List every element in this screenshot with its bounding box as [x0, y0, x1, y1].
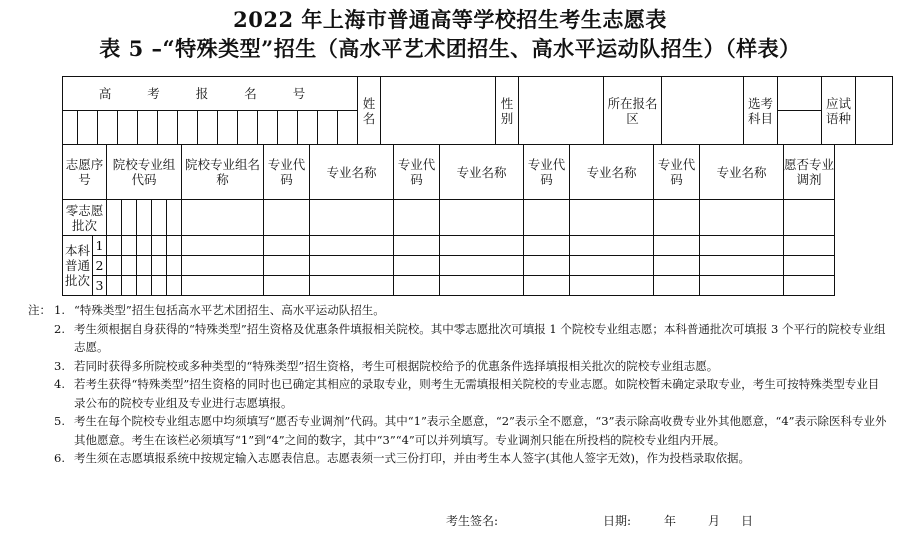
exam-number-cell[interactable] — [98, 111, 118, 145]
exam-number-cell[interactable] — [198, 111, 218, 145]
input-cell[interactable] — [182, 200, 264, 236]
input-cell[interactable] — [654, 256, 700, 276]
col-major-name-header: 专业名称 — [310, 145, 394, 200]
row-number: 1 — [93, 236, 107, 256]
exam-number-cell[interactable] — [278, 111, 298, 145]
table-row — [63, 236, 835, 256]
input-cell[interactable] — [700, 200, 784, 236]
input-cell[interactable] — [440, 276, 524, 296]
input-cell[interactable] — [784, 276, 835, 296]
input-cell[interactable] — [784, 256, 835, 276]
input-cell[interactable] — [137, 276, 152, 296]
regular-batch-label: 本科普通批次 — [63, 236, 93, 296]
input-cell[interactable] — [107, 200, 122, 236]
form-title: 2022 年上海市普通高等学校招生考生志愿表 — [233, 7, 667, 32]
input-cell[interactable] — [784, 236, 835, 256]
col-major-code-header: 专业代码 — [394, 145, 440, 200]
input-cell[interactable] — [394, 256, 440, 276]
input-cell[interactable] — [524, 276, 570, 296]
col-major-code-header: 专业代码 — [654, 145, 700, 200]
input-cell[interactable] — [310, 256, 394, 276]
subjects-label: 选考科目 — [744, 77, 778, 145]
input-cell[interactable] — [107, 276, 122, 296]
name-field[interactable] — [381, 77, 496, 145]
input-cell[interactable] — [264, 236, 310, 256]
signature-label: 考生签名: — [446, 514, 499, 528]
input-cell[interactable] — [107, 236, 122, 256]
table-row — [63, 200, 835, 236]
signature-footer — [0, 512, 900, 530]
input-cell[interactable] — [524, 200, 570, 236]
input-cell[interactable] — [394, 200, 440, 236]
input-cell[interactable] — [122, 256, 137, 276]
subjects-field-1[interactable] — [778, 77, 822, 111]
input-cell[interactable] — [700, 236, 784, 256]
input-cell[interactable] — [122, 276, 137, 296]
day-label: 日 — [741, 514, 754, 528]
exam-number-cell[interactable] — [178, 111, 198, 145]
exam-number-cell[interactable] — [138, 111, 158, 145]
input-cell[interactable] — [167, 236, 182, 256]
input-cell[interactable] — [570, 200, 654, 236]
language-label: 应试语种 — [822, 77, 856, 145]
input-cell[interactable] — [167, 200, 182, 236]
input-cell[interactable] — [700, 256, 784, 276]
input-cell[interactable] — [122, 236, 137, 256]
input-cell[interactable] — [152, 236, 167, 256]
input-cell[interactable] — [182, 236, 264, 256]
applicant-info-table — [62, 76, 893, 145]
input-cell[interactable] — [440, 200, 524, 236]
note-item: 注： 1. “特殊类型”招生包括高水平艺术团招生、高水平运动队招生。 — [28, 301, 890, 320]
input-cell[interactable] — [310, 236, 394, 256]
input-cell[interactable] — [122, 200, 137, 236]
note-item: 5. 考生在每个院校专业组志愿中均须填写“愿否专业调剂”代码。其中“1”表示全愿意，“2”表示全不愿意，“3”表示除高收费专业外其他愿意，“4”表示除医科专业外其他愿意。考生在该栏必须填写“1”到“4”之间的数字，其中“3”“4”可以并列填写。专业调剂只能在所投档的院校专业组内开展。 — [54, 414, 887, 447]
input-cell[interactable] — [524, 236, 570, 256]
col-major-code-header: 专业代码 — [524, 145, 570, 200]
note-item: 4. 若考生获得“特殊类型”招生资格的同时也已确定其相应的录取专业，则考生无需填报相关院校的专业志愿。如院校暂未确定录取专业，考生可按特殊类型专业目录公布的院校专业组及专业进行志愿填报。 — [54, 377, 880, 410]
input-cell[interactable] — [264, 276, 310, 296]
input-cell[interactable] — [394, 276, 440, 296]
exam-number-cell[interactable] — [218, 111, 238, 145]
input-cell[interactable] — [137, 236, 152, 256]
col-group-name-header: 院校专业组名称 — [182, 145, 264, 200]
form-subtitle: 表 5 –“特殊类型”招生（高水平艺术团招生、高水平运动队招生）（样表） — [99, 36, 801, 61]
input-cell[interactable] — [654, 200, 700, 236]
exam-number-cell[interactable] — [63, 111, 78, 145]
input-cell[interactable] — [440, 236, 524, 256]
input-cell[interactable] — [310, 276, 394, 296]
exam-number-label: 高 考 报 名 号 — [98, 86, 322, 101]
input-cell[interactable] — [654, 276, 700, 296]
input-cell[interactable] — [570, 256, 654, 276]
input-cell[interactable] — [394, 236, 440, 256]
exam-number-cell[interactable] — [238, 111, 258, 145]
input-cell[interactable] — [107, 256, 122, 276]
input-cell[interactable] — [167, 276, 182, 296]
input-cell[interactable] — [152, 256, 167, 276]
table-row — [63, 256, 835, 276]
year-label: 年 — [664, 514, 677, 528]
col-adjust-header: 愿否专业调剂 — [784, 145, 835, 200]
subjects-field-2[interactable] — [778, 111, 822, 145]
name-label: 姓名 — [358, 77, 381, 145]
input-cell[interactable] — [570, 276, 654, 296]
input-cell[interactable] — [264, 200, 310, 236]
exam-number-cell[interactable] — [78, 111, 98, 145]
gender-field[interactable] — [519, 77, 604, 145]
input-cell[interactable] — [182, 276, 264, 296]
exam-number-cell[interactable] — [338, 111, 358, 145]
exam-number-cell[interactable] — [298, 111, 318, 145]
input-cell[interactable] — [784, 200, 835, 236]
input-cell[interactable] — [570, 236, 654, 256]
col-major-name-header: 专业名称 — [570, 145, 654, 200]
table-row — [63, 276, 835, 296]
row-number: 3 — [93, 276, 107, 296]
zero-batch-label: 零志愿批次 — [63, 200, 107, 236]
input-cell[interactable] — [310, 200, 394, 236]
input-cell[interactable] — [167, 256, 182, 276]
district-field[interactable] — [662, 77, 744, 145]
month-label: 月 — [708, 514, 721, 528]
exam-number-cell[interactable] — [118, 111, 138, 145]
input-cell[interactable] — [137, 256, 152, 276]
col-major-name-header: 专业名称 — [440, 145, 524, 200]
input-cell[interactable] — [700, 276, 784, 296]
col-group-code-header: 院校专业组代码 — [107, 145, 182, 200]
language-field[interactable] — [856, 77, 893, 145]
note-item: 6. 考生须在志愿填报系统中按规定输入志愿表信息。志愿表须一式三份打印，并由考生本人签字(其他人签字无效)，作为投档录取依据。 — [54, 451, 750, 465]
date-label: 日期: — [603, 514, 632, 528]
col-seq-header: 志愿序号 — [63, 145, 107, 200]
note-item: 3. 若同时获得多所院校或多种类型的“特殊类型”招生资格，考生可根据院校给予的优惠条件选择填报相关批次的院校专业组志愿。 — [54, 358, 719, 373]
preference-table — [62, 144, 835, 296]
input-cell[interactable] — [524, 256, 570, 276]
notes-section — [28, 301, 890, 468]
col-major-name-header: 专业名称 — [700, 145, 784, 200]
input-cell[interactable] — [182, 256, 264, 276]
col-major-code-header: 专业代码 — [264, 145, 310, 200]
exam-number-cell[interactable] — [258, 111, 278, 145]
exam-number-cell[interactable] — [318, 111, 338, 145]
gender-label: 性别 — [496, 77, 519, 145]
input-cell[interactable] — [137, 200, 152, 236]
input-cell[interactable] — [152, 276, 167, 296]
row-number: 2 — [93, 256, 107, 276]
district-label: 所在报名区 — [604, 77, 662, 145]
input-cell[interactable] — [654, 236, 700, 256]
input-cell[interactable] — [152, 200, 167, 236]
notes-label: 注： — [28, 303, 51, 317]
input-cell[interactable] — [264, 256, 310, 276]
exam-number-cell[interactable] — [158, 111, 178, 145]
input-cell[interactable] — [440, 256, 524, 276]
note-item: 2. 考生须根据自身获得的“特殊类型”招生资格及优惠条件填报相关院校。其中零志愿批次可填报 1 个院校专业组志愿；本科普通批次可填报 3 个平行的院校专业组志愿。 — [54, 321, 886, 354]
